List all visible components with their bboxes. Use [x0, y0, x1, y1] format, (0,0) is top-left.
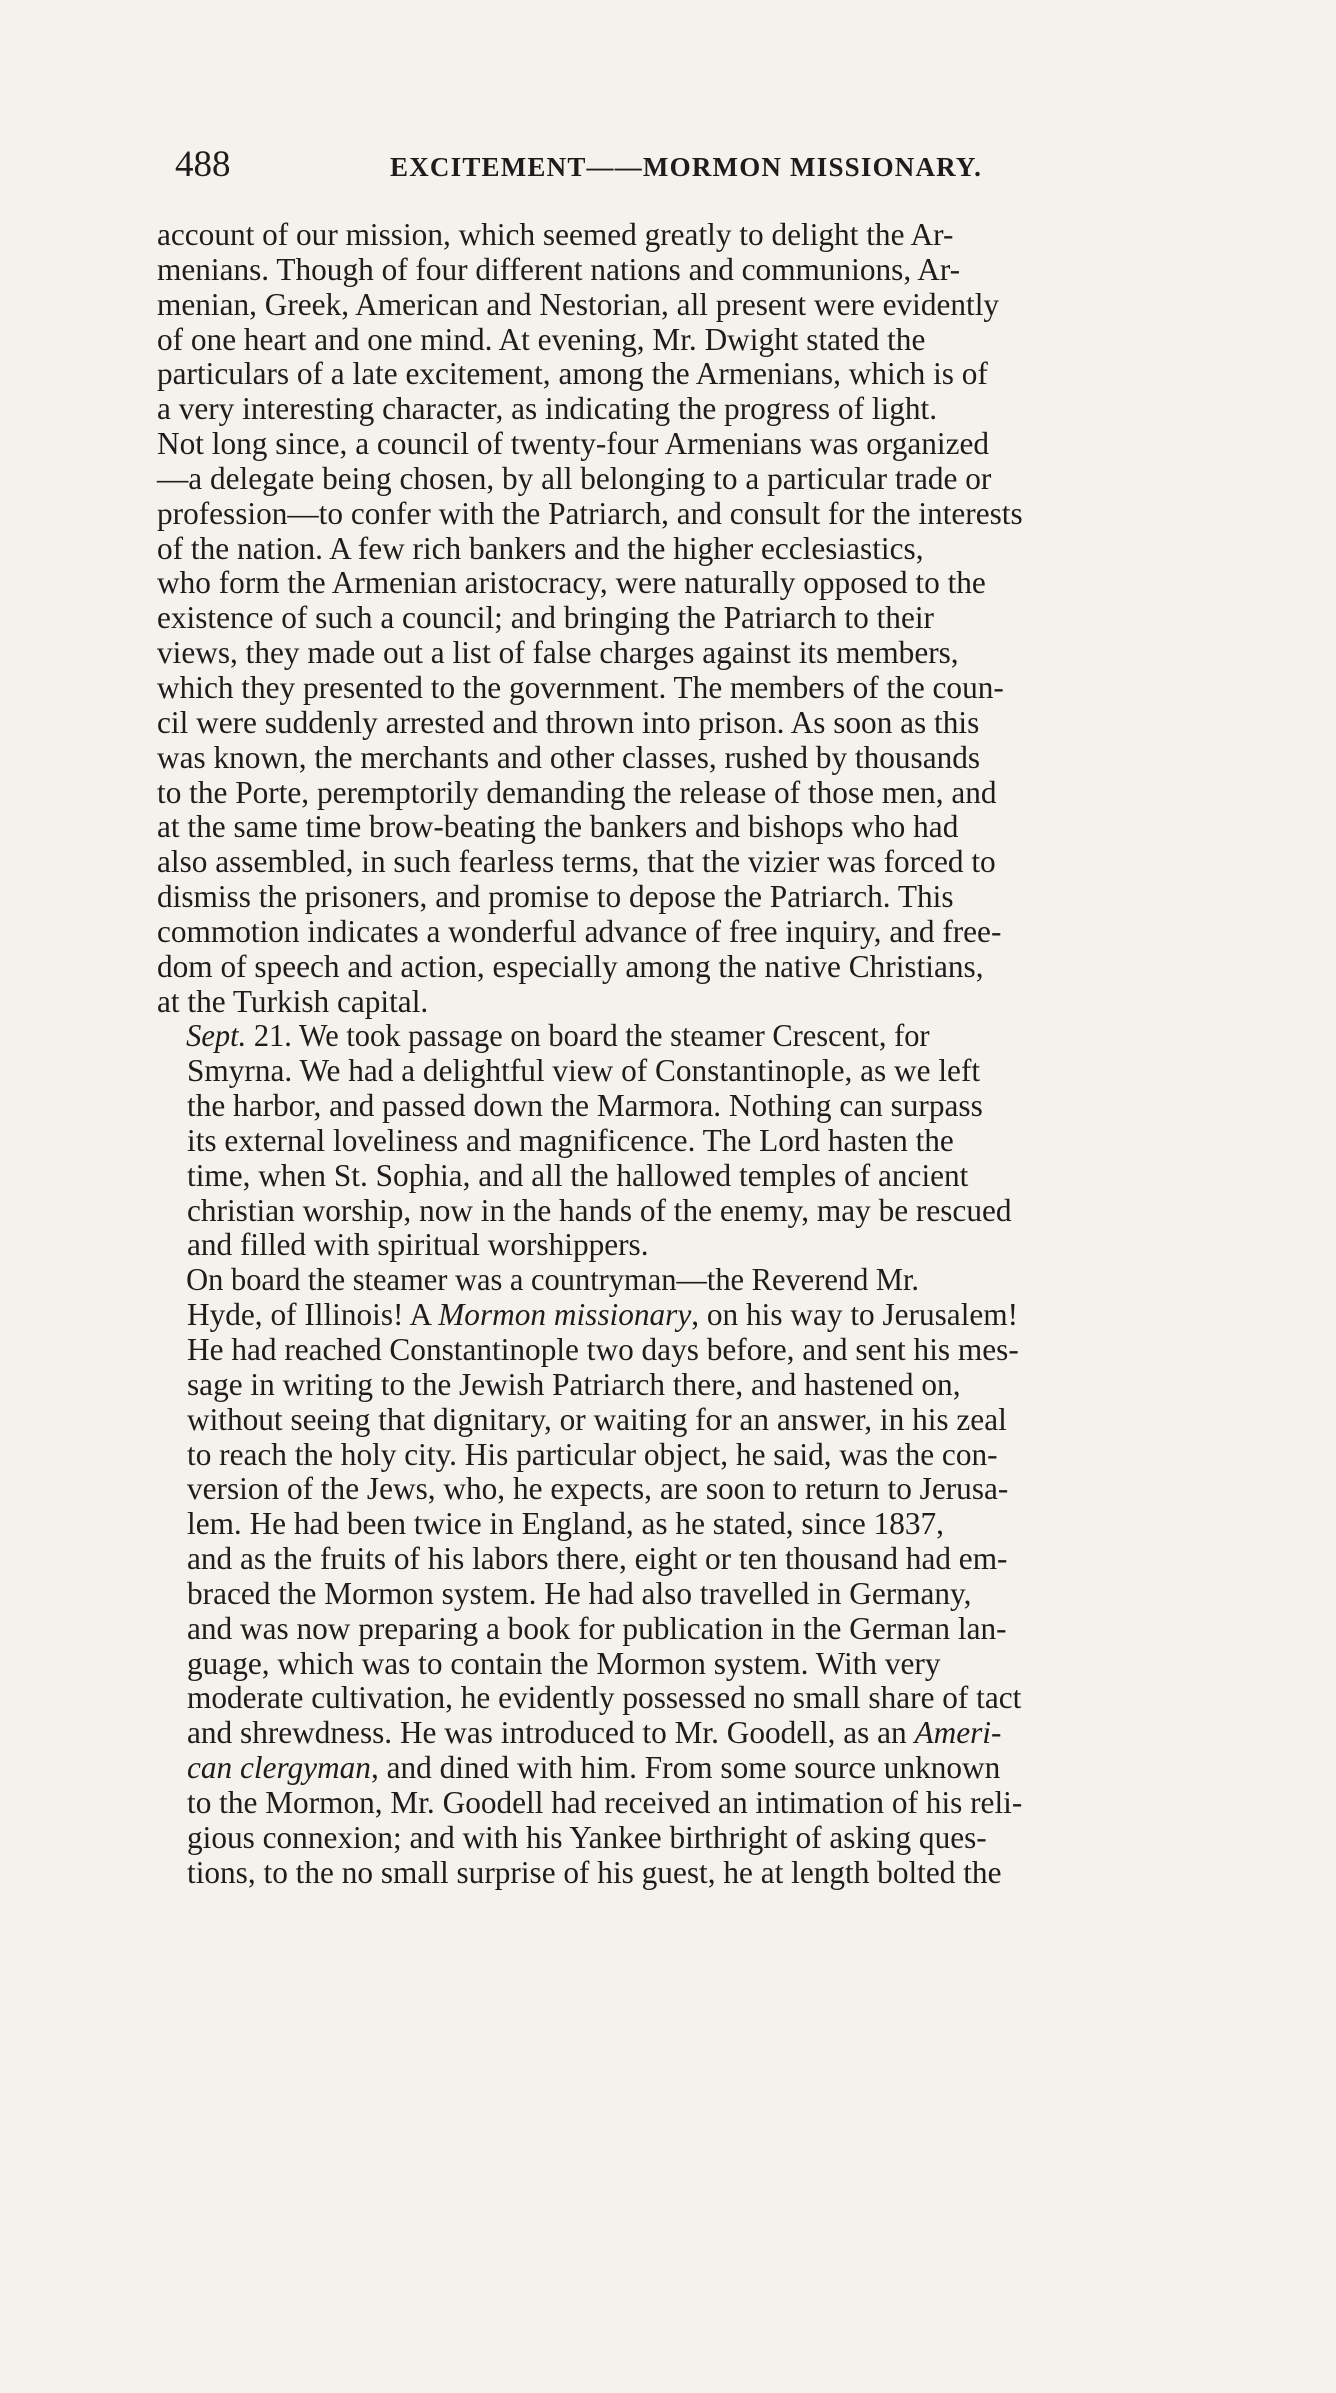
text-line: was known, the merchants and other classes, rushed by thousands [157, 739, 981, 775]
text-line [157, 1019, 1222, 1054]
text-line: existence of such a council; and bringing the Patriarch to their [157, 600, 934, 636]
text-line: menian, Greek, American and Nestorian, all present were evidently [157, 286, 1000, 322]
text-line: of the nation. A few rich bankers and the higher ecclesiastics, [157, 530, 924, 566]
date-marker: Sept. [186, 1018, 247, 1054]
text-line: profession—to confer with the Patriarch, and consult for the interests [157, 495, 1023, 531]
text-run: , and dined with him. From some source unknown [370, 1750, 1001, 1786]
paragraph [157, 1019, 1252, 1263]
text-run: , on his way to Jerusalem! [691, 1297, 1019, 1333]
page-header [175, 140, 1255, 190]
text-line: dom of speech and action, especially among the native Christians, [157, 948, 984, 984]
text-run: 21. We took passage on board the steamer Crescent, for [246, 1018, 930, 1054]
text-line: He had reached Constantinople two days before, and sent his mes- [187, 1332, 1019, 1367]
text-line: moderate cultivation, he evidently possessed no small share of tact [187, 1680, 1022, 1716]
text-run: and shrewdness. He was introduced to Mr. Goodell, as an [187, 1715, 915, 1751]
italic-phrase: Mormon missionary [438, 1297, 692, 1333]
text-line: to the Porte, peremptorily demanding the release of those men, and [157, 774, 997, 810]
text-line: dismiss the prisoners, and promise to depose the Patriarch. This [157, 879, 954, 915]
text-line: account of our mission, which seemed greatly to delight the Ar- [157, 217, 954, 252]
text-line: christian worship, now in the hands of the enemy, may be rescued [187, 1192, 1012, 1228]
text-line: Smyrna. We had a delightful view of Constantinople, as we left [187, 1053, 981, 1089]
text-line: to the Mormon, Mr. Goodell had received an intimation of his reli- [187, 1784, 1023, 1820]
body-text [157, 218, 1252, 1891]
text-line: guage, which was to contain the Mormon system. With very [187, 1645, 941, 1681]
text-line: at the same time brow-beating the bankers and bishops who had [157, 809, 959, 845]
text-line: and as the fruits of his labors there, eight or ten thousand had em- [187, 1541, 1008, 1577]
text-line: at the Turkish capital. [157, 983, 429, 1019]
text-line: menians. Though of four different nations and communions, Ar- [157, 251, 961, 287]
text-line: without seeing that dignitary, or waiting for an answer, in his zeal [187, 1401, 1007, 1437]
text-line: also assembled, in such fearless terms, that the vizier was forced to [157, 844, 996, 880]
italic-phrase: can clergyman [187, 1750, 371, 1786]
text-line: the harbor, and passed down the Marmora. Nothing can surpass [187, 1088, 983, 1124]
text-line: cil were suddenly arrested and thrown into prison. As soon as this [157, 704, 980, 740]
text-line: —a delegate being chosen, by all belonging to a particular trade or [157, 460, 992, 496]
text-line: commotion indicates a wonderful advance of free inquiry, and free- [157, 913, 1002, 949]
text-line: version of the Jews, who, he expects, are soon to return to Jerusa- [187, 1471, 1009, 1507]
text-line: who form the Armenian aristocracy, were naturally opposed to the [157, 565, 986, 601]
text-line [157, 1298, 1252, 1333]
text-line: particulars of a late excitement, among the Armenians, which is of [157, 356, 988, 392]
text-line: of one heart and one mind. At evening, Mr. Dwight stated the [157, 321, 926, 357]
page-number: 488 [175, 144, 231, 185]
text-line: views, they made out a list of false charges against its members, [157, 635, 959, 671]
paragraph [157, 218, 1252, 1019]
text-line: which they presented to the government. The members of the coun- [157, 669, 1004, 705]
text-line: tions, to the no small surprise of his guest, he at length bolted the [187, 1854, 1002, 1890]
text-line [157, 1716, 1252, 1751]
text-line: braced the Mormon system. He had also travelled in Germany, [187, 1575, 972, 1611]
text-line: time, when St. Sophia, and all the hallowed temples of ancient [187, 1157, 969, 1193]
text-line: lem. He had been twice in England, as he stated, since 1837, [187, 1506, 944, 1542]
text-line: Not long since, a council of twenty-four Armenians was organized [157, 426, 990, 462]
italic-phrase: Ameri- [914, 1715, 1002, 1751]
text-line: to reach the holy city. His particular object, he said, was the con- [187, 1436, 998, 1472]
text-line: and was now preparing a book for publication in the German lan- [187, 1610, 1007, 1646]
paragraph [157, 1263, 1252, 1890]
text-run: Hyde, of Illinois! A [187, 1297, 439, 1333]
text-line: and filled with spiritual worshippers. [187, 1227, 649, 1263]
text-line: On board the steamer was a countryman—the Reverend Mr. [186, 1262, 920, 1298]
text-line: its external loveliness and magnificence. The Lord hasten the [187, 1122, 954, 1158]
running-title: EXCITEMENT——MORMON MISSIONARY. [390, 152, 983, 182]
text-line: gious connexion; and with his Yankee birthright of asking ques- [187, 1819, 987, 1855]
text-line [157, 1751, 1252, 1786]
text-line: sage in writing to the Jewish Patriarch there, and hastened on, [187, 1366, 961, 1402]
text-line: a very interesting character, as indicating the progress of light. [157, 391, 938, 427]
